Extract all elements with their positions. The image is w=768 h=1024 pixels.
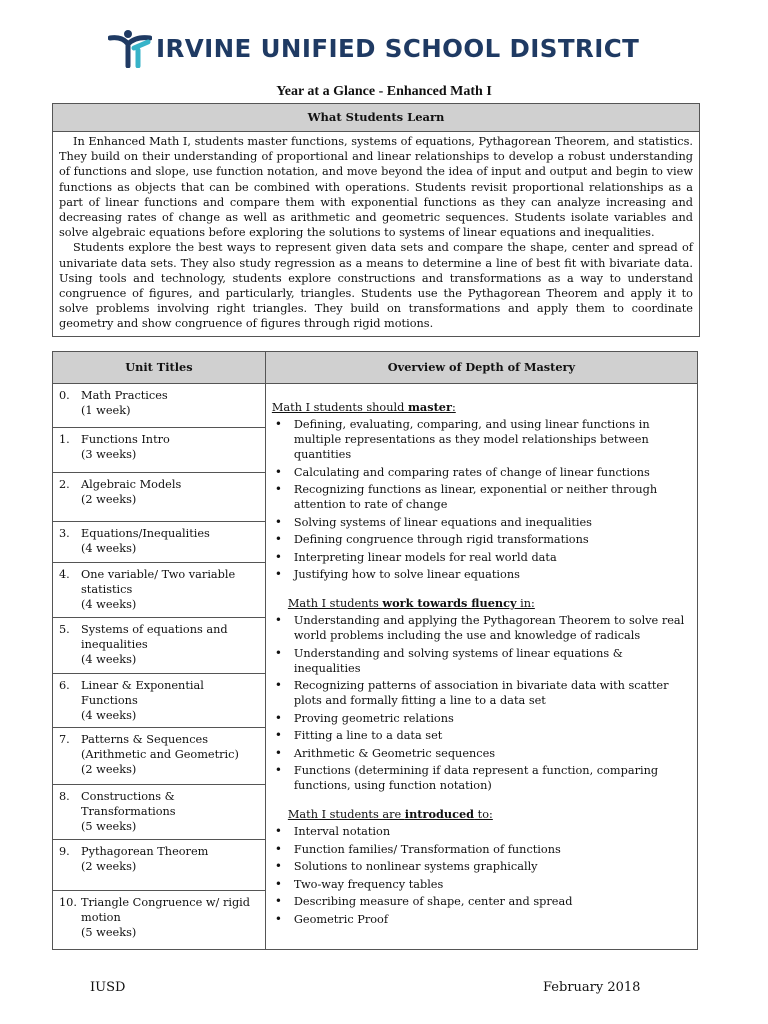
district-name: IRVINE UNIFIED SCHOOL DISTRICT (156, 33, 640, 63)
unit-title: Algebraic Models (81, 478, 182, 491)
unit-number: 6. (59, 679, 70, 692)
unit-duration: (1 week) (81, 404, 131, 417)
unit-title: One variable/ Two variable statistics (81, 568, 236, 596)
learn-heading: What Students Learn (53, 104, 699, 132)
unit-number: 8. (59, 790, 70, 803)
intro-prefix: Math I students are (287, 808, 405, 821)
units-table (52, 351, 698, 950)
unit-title: Linear & Exponential Functions (81, 679, 204, 707)
intro-bold: introduced (404, 807, 475, 821)
master-bold: master (407, 400, 452, 414)
unit-cell (53, 384, 266, 428)
unit-cell (53, 563, 266, 618)
unit-number: 10. (59, 896, 77, 909)
unit-duration: (4 weeks) (81, 598, 137, 611)
fluency-heading (288, 596, 691, 611)
unit-duration: (4 weeks) (81, 542, 137, 555)
unit-number: 5. (59, 623, 70, 636)
list-item: • Describing measure of shape, center and spread (272, 894, 691, 909)
list-item: • Solutions to nonlinear systems graphically (272, 859, 691, 874)
document-title: Year at a Glance - Enhanced Math I (276, 84, 492, 99)
unit-title: Triangle Congruence w/ rigid motion (81, 896, 251, 924)
introduced-heading (288, 807, 691, 822)
list-item: • Calculating and comparing rates of change of linear functions (272, 465, 691, 480)
unit-cell (53, 728, 266, 785)
unit-number: 1. (59, 433, 70, 446)
table-row (53, 384, 698, 428)
unit-cell (53, 522, 266, 563)
unit-cell (53, 785, 266, 840)
introduced-list (272, 824, 691, 927)
intro-suffix: to: (474, 808, 493, 821)
unit-cell (53, 840, 266, 891)
unit-duration: (2 weeks) (81, 860, 137, 873)
fluency-prefix: Math I students (287, 597, 383, 610)
master-suffix: : (451, 401, 456, 414)
unit-number: 0. (59, 389, 70, 402)
unit-title: Math Practices (81, 389, 168, 402)
unit-duration: (2 weeks) (81, 763, 137, 776)
list-item: • Function families/ Transformation of functions (272, 842, 691, 857)
list-item: • Justifying how to solve linear equations (272, 567, 691, 582)
list-item: • Two-way frequency tables (272, 877, 691, 892)
fluency-bold: work towards fluency (382, 596, 517, 610)
fluency-list (272, 613, 691, 793)
master-list (272, 417, 691, 582)
unit-titles-header: Unit Titles (53, 352, 266, 384)
footer-left: IUSD (90, 980, 126, 995)
unit-number: 3. (59, 527, 70, 540)
list-item: • Interval notation (272, 824, 691, 839)
list-item: • Recognizing functions as linear, exponential or neither through attention to rate of change (272, 482, 691, 512)
learn-paragraph-1: In Enhanced Math I, students master functions, systems of equations, Pythagorean Theorem, and statistics. They build on their understanding of proportional and linear relationships to develop a robust understanding of functions and slope, use function notation, and move beyond the idea of input and output and begin to view functions as objects that can be combined with operations. Students revisit proportional relationships as a part of linear functions and compare them with exponential functions as they can analyze increasing and decreasing rates of change as well as arithmetic and geometric sequences. Students isolate variables and solve algebraic equations before exploring the solutions to systems of linear equations and inequalities. (59, 135, 693, 240)
unit-number: 4. (59, 568, 70, 581)
what-students-learn-box (52, 103, 700, 337)
unit-title: Functions Intro (81, 433, 170, 446)
list-item: • Understanding and applying the Pythagorean Theorem to solve real world problems including the use and knowledge of radicals (272, 613, 691, 643)
unit-title: Systems of equations and inequalities (81, 623, 228, 651)
unit-cell (53, 473, 266, 522)
unit-cell (53, 618, 266, 674)
unit-duration: (5 weeks) (81, 926, 137, 939)
unit-title: Pythagorean Theorem (81, 845, 209, 858)
unit-cell (53, 674, 266, 728)
unit-duration: (4 weeks) (81, 653, 137, 666)
footer-date: February 2018 (543, 980, 641, 995)
mastery-header: Overview of Depth of Mastery (265, 352, 697, 384)
unit-duration: (2 weeks) (81, 493, 137, 506)
district-logo-icon (108, 28, 152, 68)
district-logo (108, 26, 639, 70)
list-item: • Defining congruence through rigid transformations (272, 532, 691, 547)
unit-cell (53, 428, 266, 473)
learn-body (53, 132, 699, 336)
mastery-cell (265, 384, 697, 950)
list-item: • Solving systems of linear equations and inequalities (272, 515, 691, 530)
unit-duration: (3 weeks) (81, 448, 137, 461)
list-item: • Recognizing patterns of association in bivariate data with scatter plots and formally fitting a line to a data set (272, 678, 691, 708)
unit-title: Constructions & Transformations (81, 790, 176, 818)
list-item: • Proving geometric relations (272, 711, 691, 726)
fluency-suffix: in: (516, 597, 535, 610)
unit-title: Equations/Inequalities (81, 527, 210, 540)
unit-number: 9. (59, 845, 70, 858)
unit-title: Patterns & Sequences (Arithmetic and Geometric) (81, 733, 239, 761)
unit-number: 2. (59, 478, 70, 491)
list-item: • Understanding and solving systems of linear equations & inequalities (272, 646, 691, 676)
master-prefix: Math I students should (271, 401, 408, 414)
unit-duration: (5 weeks) (81, 820, 137, 833)
unit-number: 7. (59, 733, 70, 746)
list-item: • Interpreting linear models for real world data (272, 550, 691, 565)
learn-paragraph-2: Students explore the best ways to represent given data sets and compare the shape, center and spread of univariate data sets. They also study regression as a means to determine a line of best fit with bivariate data. Using tools and technology, students explore constructions and transformations as a way to understand congruence of figures, and particularly, triangles. Students use the Pythagorean Theorem and apply it to solve problems involving right triangles. They build on transformations and apply them to coordinate geometry and show congruence of figures through rigid motions. (59, 241, 693, 331)
unit-cell (53, 891, 266, 950)
list-item: • Fitting a line to a data set (272, 728, 691, 743)
list-item: • Functions (determining if data represent a function, comparing functions, using function notation) (272, 763, 691, 793)
units-table-header (53, 352, 698, 384)
list-item: • Defining, evaluating, comparing, and using linear functions in multiple representations as they model relationships between quantities (272, 417, 691, 462)
master-heading (272, 400, 691, 415)
list-item: • Geometric Proof (272, 912, 691, 927)
unit-duration: (4 weeks) (81, 709, 137, 722)
list-item: • Arithmetic & Geometric sequences (272, 746, 691, 761)
